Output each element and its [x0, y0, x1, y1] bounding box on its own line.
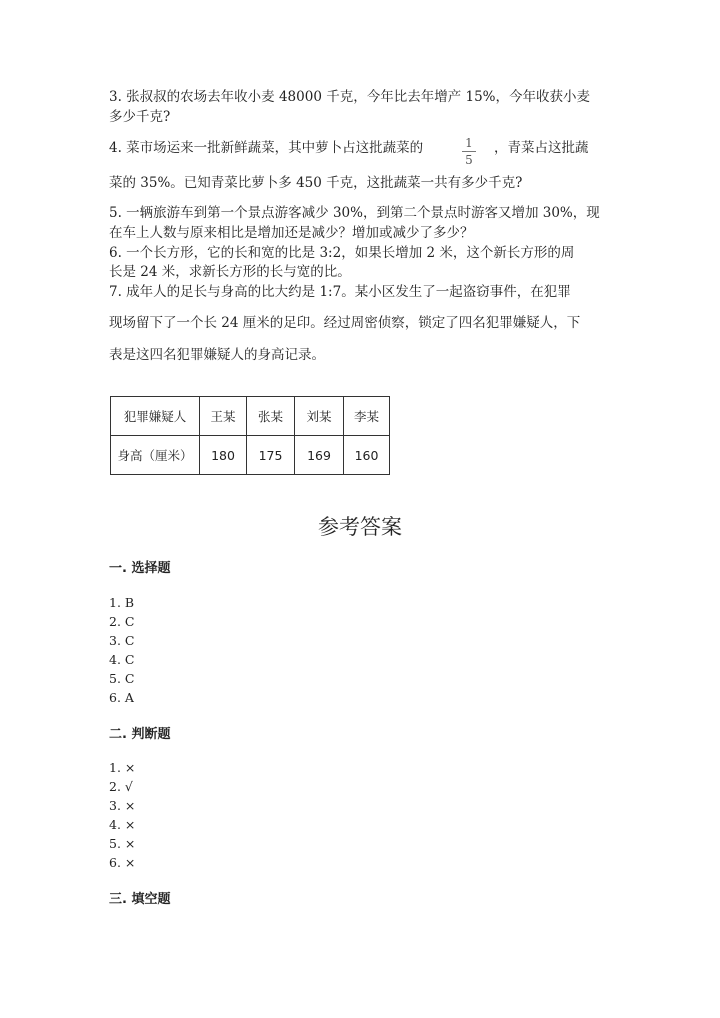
answer-item: 1. B	[109, 595, 135, 610]
table-row	[111, 436, 390, 475]
table-cell: 169	[295, 436, 344, 475]
table-cell: 张某	[247, 397, 295, 436]
section-title: 二. 判断题	[109, 727, 171, 742]
q6-line1: 6. 一个长方形，它的长和宽的比是 3:2，如果长增加 2 米，这个新长方形的周	[109, 245, 575, 261]
table-cell: 180	[200, 436, 247, 475]
q4-line1-before: 4. 菜市场运来一批新鲜蔬菜，其中萝卜占这批蔬菜的	[109, 140, 424, 156]
table-cell: 刘某	[295, 397, 344, 436]
table-cell: 王某	[200, 397, 247, 436]
table-cell: 175	[247, 436, 295, 475]
q3-line1: 3. 张叔叔的农场去年收小麦 48000 千克，今年比去年增产 15%，今年收获小麦	[109, 89, 590, 105]
table-cell: 160	[344, 436, 390, 475]
section-title: 三. 填空题	[109, 892, 171, 907]
table-cell: 犯罪嫌疑人	[111, 397, 200, 436]
answer-item: 4. C	[109, 652, 135, 667]
answer-item: 3. C	[109, 633, 135, 648]
answer-item: 2. C	[109, 614, 135, 629]
q7-line1: 7. 成年人的足长与身高的比大约是 1:7。某小区发生了一起盗窃事件，在犯罪	[109, 284, 571, 300]
q4-line2: 菜的 35%。已知青菜比萝卜多 450 千克，这批蔬菜一共有多少千克?	[109, 175, 523, 191]
answer-item: 6. ×	[109, 855, 136, 870]
q7-line2: 现场留下了一个长 24 厘米的足印。经过周密侦察，锁定了四名犯罪嫌疑人，下	[109, 315, 581, 331]
answer-item: 5. ×	[109, 836, 136, 851]
q3-line2: 多少千克?	[109, 109, 171, 125]
table-header-row	[111, 397, 390, 436]
suspect-height-table	[110, 396, 390, 475]
fraction-one-fifth	[462, 136, 476, 167]
q5-line2: 在车上人数与原来相比是增加还是减少？增加或减少了多少？	[109, 225, 474, 241]
answer-item: 1. ×	[109, 760, 136, 775]
answer-item: 5. C	[109, 671, 135, 686]
section-title: 一. 选择题	[109, 561, 171, 576]
q5-line1: 5. 一辆旅游车到第一个景点游客减少 30%，到第二个景点时游客又增加 30%，现	[109, 205, 600, 221]
answer-item: 3. ×	[109, 798, 136, 813]
fraction-denominator: 5	[465, 153, 473, 167]
fraction-numerator: 1	[465, 136, 473, 150]
answer-item: 6. A	[109, 690, 134, 705]
table-cell: 身高（厘米）	[111, 436, 200, 475]
table-cell: 李某	[344, 397, 390, 436]
answer-item: 4. ×	[109, 817, 136, 832]
answer-item: 2. √	[109, 779, 133, 794]
q6-line2: 长是 24 米，求新长方形的长与宽的比。	[109, 264, 351, 280]
answer-title: 参考答案	[318, 515, 402, 539]
q4-line1-after: ，青菜占这批蔬	[494, 140, 589, 156]
q7-line3: 表是这四名犯罪嫌疑人的身高记录。	[109, 347, 325, 363]
fraction-bar	[462, 151, 476, 152]
